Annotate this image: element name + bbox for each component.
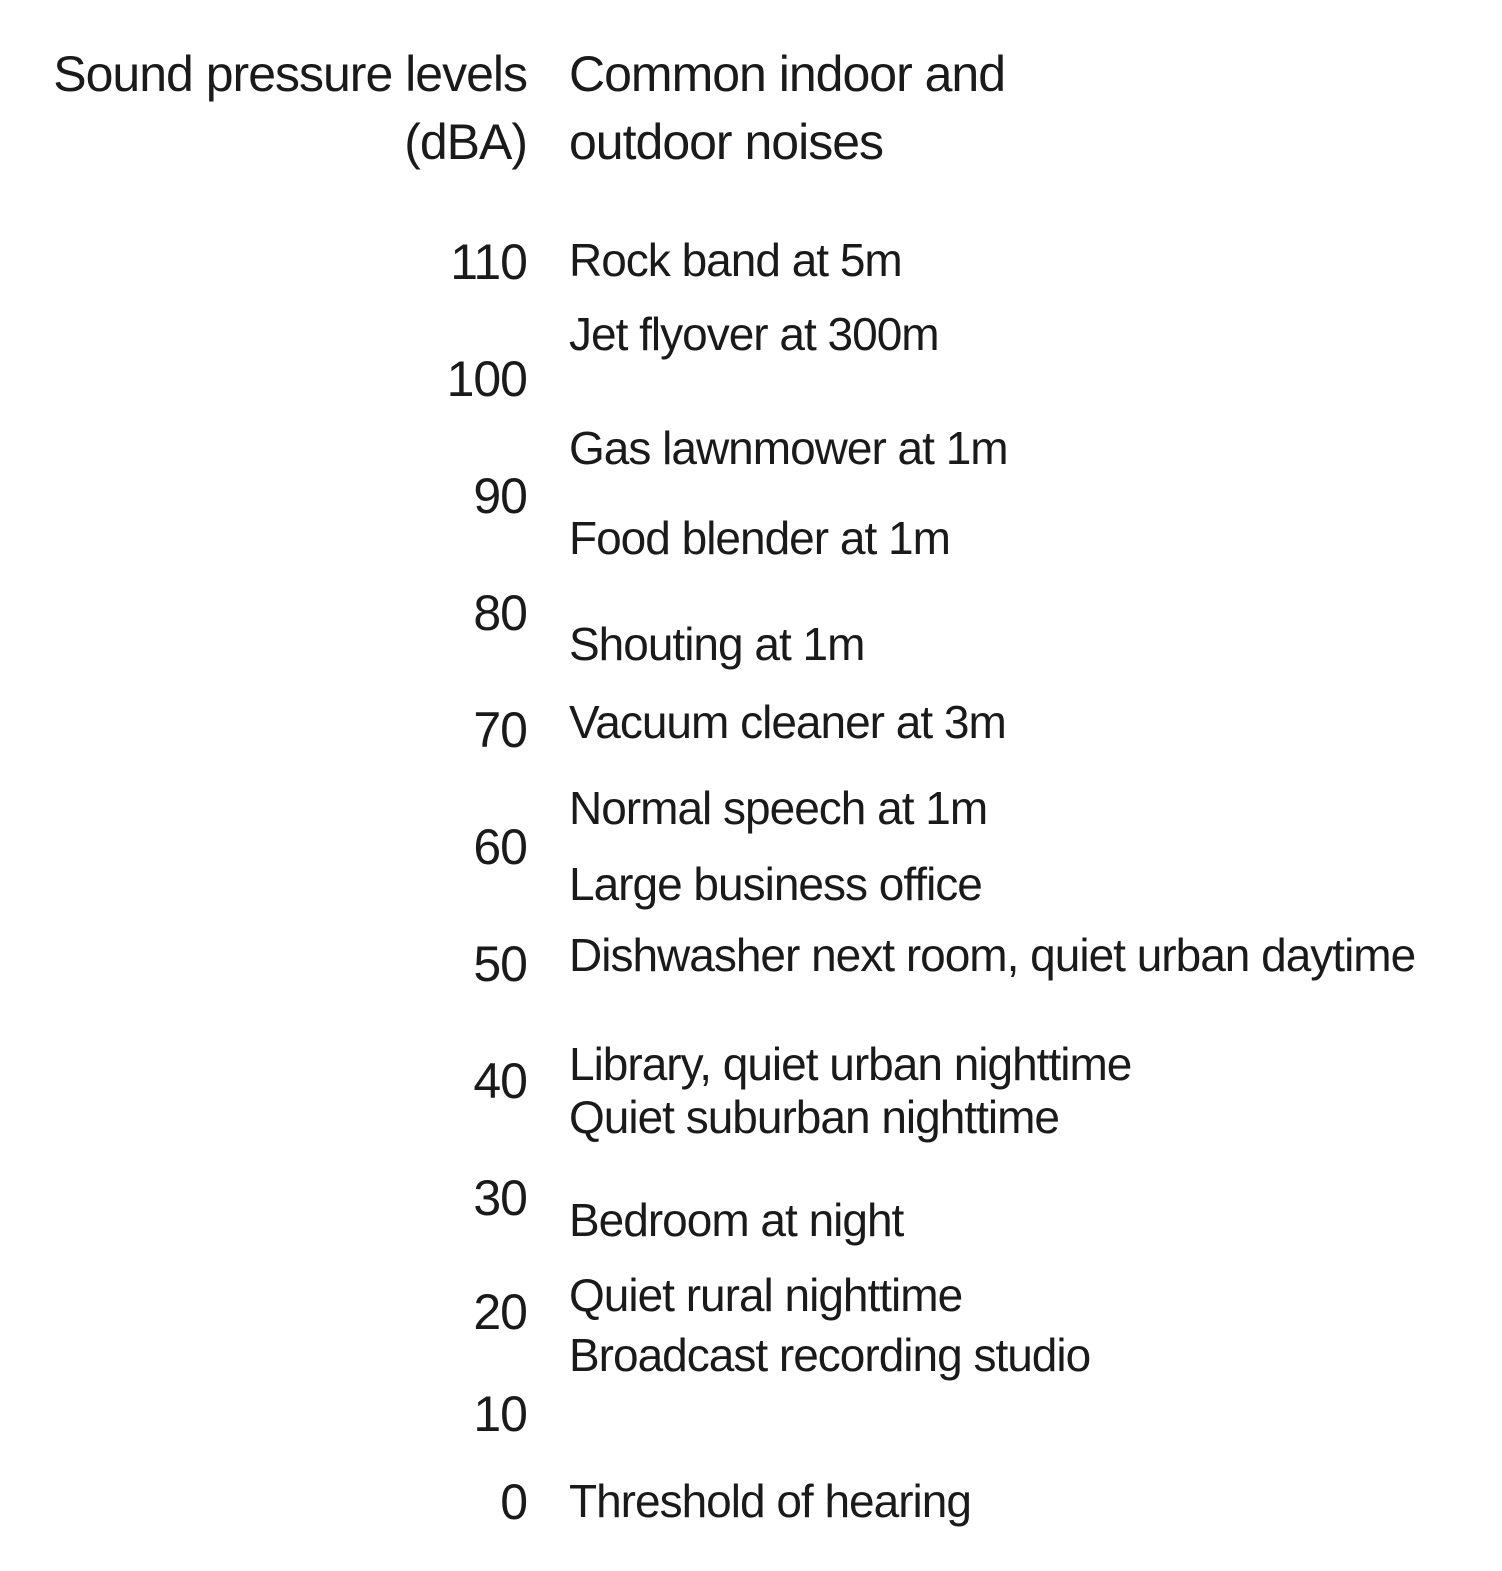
level-label-60: 60 [473, 819, 527, 875]
level-label-90: 90 [473, 468, 527, 524]
noise-item: Library, quiet urban nighttime [569, 1038, 1132, 1090]
header-left-line-2: (dBA) [404, 114, 527, 170]
header-left-line-1: Sound pressure levels [53, 46, 527, 102]
noise-item: Normal speech at 1m [569, 782, 988, 834]
level-label-30: 30 [473, 1170, 527, 1226]
noise-item: Bedroom at night [569, 1194, 904, 1246]
level-label-100: 100 [446, 351, 527, 407]
level-label-110: 110 [450, 234, 527, 290]
noise-item: Large business office [569, 858, 982, 910]
noise-item: Food blender at 1m [569, 512, 950, 564]
level-label-40: 40 [473, 1053, 527, 1109]
noise-item: Quiet suburban nighttime [569, 1091, 1059, 1143]
header-right-line-1: Common indoor and [569, 46, 1006, 102]
noise-item: Dishwasher next room, quiet urban daytime [569, 929, 1416, 981]
level-label-50: 50 [473, 936, 527, 992]
header-right-line-2: outdoor noises [569, 114, 884, 170]
column-header-sound-pressure-levels [53, 40, 527, 176]
level-label-80: 80 [473, 585, 527, 641]
column-header-common-noises [569, 40, 1005, 176]
level-label-20: 20 [473, 1284, 527, 1340]
level-label-0: 0 [500, 1474, 527, 1530]
noise-item: Gas lawnmower at 1m [569, 422, 1008, 474]
noise-item: Jet flyover at 300m [569, 308, 939, 360]
noise-item: Vacuum cleaner at 3m [569, 696, 1006, 748]
level-label-70: 70 [473, 702, 527, 758]
noise-item: Broadcast recording studio [569, 1329, 1091, 1381]
noise-item: Quiet rural nighttime [569, 1269, 963, 1321]
level-label-10: 10 [473, 1386, 527, 1442]
noise-item: Rock band at 5m [569, 234, 902, 286]
noise-item: Shouting at 1m [569, 618, 865, 670]
noise-item: Threshold of hearing [569, 1475, 971, 1527]
